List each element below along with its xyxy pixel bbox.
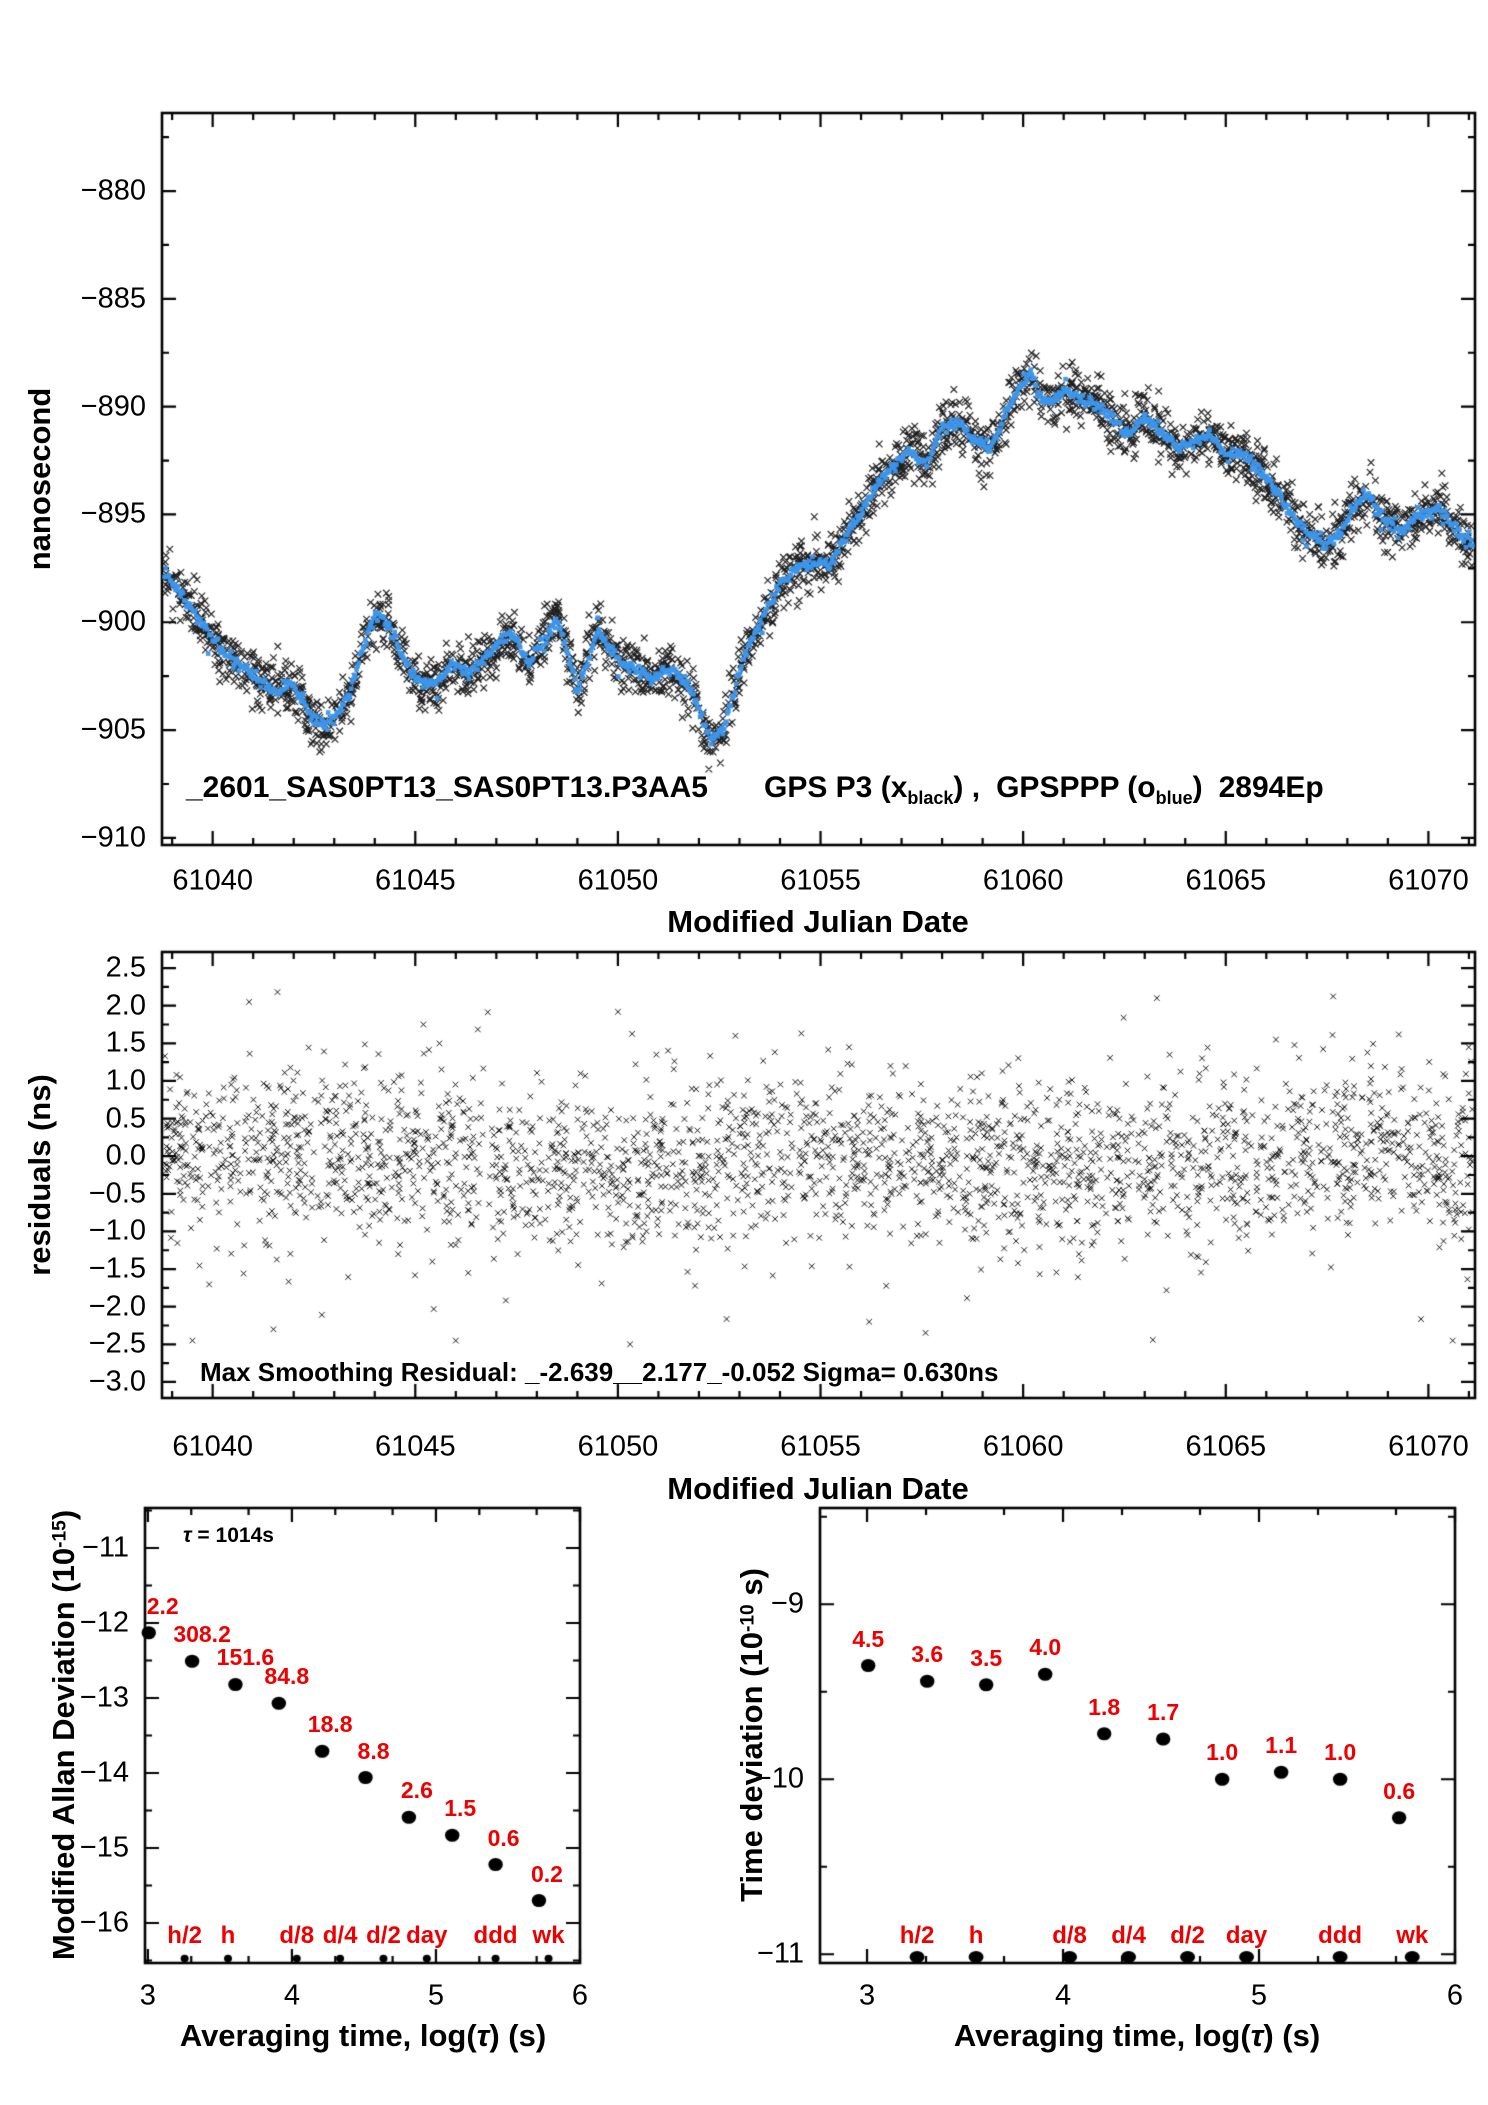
p1-y-tick-label: −905 [80, 713, 146, 746]
panel4-y-title-post: s) [734, 1568, 769, 1605]
p4-avg-time-tick-label: day [1225, 1922, 1268, 1949]
panel3-y-axis-title [46, 1510, 82, 1960]
p4-point-label: 1.7 [1147, 1699, 1180, 1725]
p3-point-label: 2.2 [146, 1592, 179, 1619]
p3-y-tick-label: −13 [79, 1681, 129, 1714]
p3-y-tick-label: −12 [79, 1606, 129, 1639]
p4-avg-time-tick-label: ddd [1318, 1922, 1363, 1949]
p2-x-tick-label: 61060 [982, 1430, 1064, 1463]
p4-point-label: 4.0 [1029, 1634, 1062, 1661]
p1-y-tick-label: −910 [80, 821, 146, 854]
p1-x-tick-label: 61055 [780, 864, 861, 897]
p1-x-tick-label: 61040 [172, 864, 253, 897]
p3-point-label: 8.8 [357, 1737, 390, 1764]
panel3-x-title-post: ) (s) [489, 2018, 547, 2053]
p2-y-tick-label: 2.0 [105, 989, 146, 1022]
p3-avg-time-tick-label: wk [532, 1922, 565, 1949]
tau-symbol: τ [476, 2018, 490, 2053]
residual-stats-annotation: Max Smoothing Residual: _-2.639__2.177_-0.052 Sigma= 0.630ns [200, 1357, 999, 1387]
p4-avg-time-tick-label: h/2 [899, 1922, 935, 1949]
p1-y-tick-label: −900 [80, 605, 146, 638]
p2-x-tick-label: 61045 [374, 1430, 456, 1463]
panel3-x-title-pre: Averaging time, log( [179, 2018, 477, 2053]
p4-point-label: 3.6 [911, 1641, 944, 1668]
p1-y-tick-label: −895 [80, 497, 146, 530]
series2-close: ) [1192, 771, 1203, 804]
p4-avg-time-tick-label: d/8 [1052, 1922, 1087, 1949]
p2-y-tick-label: 0.0 [105, 1139, 146, 1172]
tau0-annotation [183, 1524, 274, 1548]
p4-point-label: 0.6 [1383, 1777, 1416, 1804]
p3-y-tick-label: −11 [81, 1531, 129, 1564]
p3-y-tick-label: −16 [79, 1906, 129, 1939]
dataset-id: _2601_SAS0PT13_SAS0PT13.P3AA5 [186, 771, 708, 804]
p4-point-label: 1.8 [1088, 1693, 1121, 1720]
p3-avg-time-tick-label: d/2 [366, 1922, 401, 1949]
p2-y-tick-label: 2.5 [105, 951, 146, 984]
p1-x-tick-label: 61070 [1388, 864, 1469, 897]
p3-x-tick-label: 6 [571, 1979, 589, 2012]
p4-avg-time-tick-label: d/2 [1170, 1922, 1205, 1949]
panel4-x-title-post: ) (s) [1263, 2018, 1321, 2053]
series2-sub: blue [1155, 787, 1193, 808]
panel4-x-axis-title [954, 2018, 1320, 2054]
p2-y-tick-label: −2.5 [88, 1327, 146, 1360]
panel1-y-axis-title: nanosecond [22, 387, 57, 571]
p3-point-label: 0.2 [530, 1860, 563, 1887]
p4-point-label: 1.0 [1324, 1739, 1357, 1766]
p3-x-tick-label: 3 [139, 1979, 156, 2012]
epoch-count: 2894Ep [1218, 771, 1324, 804]
p4-point-label: 1.1 [1265, 1732, 1298, 1759]
p3-point-label: 151.6 [216, 1644, 275, 1671]
p4-point-label: 1.0 [1206, 1739, 1239, 1766]
p2-y-tick-label: 1.5 [105, 1026, 146, 1059]
p1-y-tick-label: −890 [80, 390, 146, 423]
p2-x-tick-label: 61050 [577, 1430, 659, 1463]
p1-y-tick-label: −885 [80, 282, 146, 315]
p4-x-tick-label: 5 [1250, 1979, 1268, 2012]
p3-avg-time-tick-label: h [220, 1922, 236, 1949]
series1-label: GPS P3 (x [763, 771, 908, 804]
p4-x-tick-label: 3 [858, 1979, 876, 2012]
panel2-x-axis-title: Modified Julian Date [667, 1471, 969, 1506]
series2-label: GPSPPP (o [996, 771, 1156, 804]
p4-y-tick-label: −10 [754, 1762, 804, 1795]
p4-y-tick-label: −11 [756, 1937, 804, 1970]
p4-avg-time-tick-label: d/4 [1111, 1922, 1146, 1949]
panel1-x-axis-title: Modified Julian Date [667, 904, 969, 939]
p1-x-tick-label: 61060 [982, 864, 1064, 897]
p2-y-tick-label: −1.5 [88, 1252, 146, 1285]
p3-avg-time-tick-label: d/4 [322, 1922, 358, 1949]
p2-x-tick-label: 61065 [1185, 1430, 1267, 1463]
panel3-x-axis-title [180, 2018, 546, 2054]
p4-avg-time-tick-label: h [968, 1922, 984, 1949]
p2-x-tick-label: 61070 [1388, 1430, 1469, 1463]
p3-point-label: 18.8 [307, 1711, 353, 1738]
p3-point-label: 1.5 [444, 1795, 477, 1822]
panel1-title [186, 771, 1324, 809]
p1-x-tick-label: 61065 [1185, 864, 1267, 897]
panel4-y-title-pre: Time deviation (10 [734, 1632, 769, 1902]
p3-y-tick-label: −15 [79, 1831, 129, 1864]
p2-x-tick-label: 61040 [172, 1430, 253, 1463]
p4-avg-time-tick-label: wk [1396, 1922, 1429, 1949]
p4-y-tick-label: −9 [770, 1587, 804, 1620]
p1-x-tick-label: 61045 [374, 864, 456, 897]
p2-y-tick-label: −3.0 [88, 1365, 146, 1398]
panel4-y-axis-title [734, 1568, 770, 1902]
p3-y-tick-label: −14 [79, 1756, 129, 1789]
p3-x-tick-label: 5 [427, 1979, 445, 2012]
panel4-y-title-sup: -10 [737, 1604, 759, 1633]
p3-point-label: 0.6 [487, 1824, 520, 1851]
panel3-y-title-sup: -15 [49, 1520, 71, 1548]
p2-y-tick-label: −2.0 [88, 1290, 146, 1323]
p3-avg-time-tick-label: d/8 [279, 1922, 315, 1949]
panel2-y-axis-title: residuals (ns) [22, 1074, 57, 1276]
p3-point-label: 308.2 [173, 1621, 231, 1648]
p1-y-tick-label: −880 [80, 174, 146, 207]
p3-avg-time-tick-label: ddd [473, 1922, 518, 1949]
panel4-x-title-pre: Averaging time, log( [953, 2018, 1251, 2053]
p2-x-tick-label: 61055 [780, 1430, 861, 1463]
p3-avg-time-tick-label: h/2 [167, 1922, 202, 1949]
p3-point-label: 84.8 [264, 1663, 310, 1690]
p3-avg-time-tick-label: day [406, 1922, 448, 1949]
p3-x-tick-label: 4 [283, 1979, 300, 2012]
panel3-y-title-pre: Modified Allan Deviation (10 [46, 1547, 81, 1961]
p2-y-tick-label: 0.5 [105, 1102, 146, 1135]
p2-y-tick-label: −1.0 [88, 1214, 146, 1247]
series1-sub: black [907, 787, 954, 808]
tau0-value: = 1014s [191, 1524, 274, 1547]
p4-x-tick-label: 6 [1446, 1979, 1464, 2012]
p4-point-label: 4.5 [852, 1625, 885, 1652]
series1-close: ) , [953, 771, 981, 804]
p1-x-tick-label: 61050 [577, 864, 659, 897]
panel3-y-title-post: ) [46, 1509, 81, 1521]
p4-x-tick-label: 4 [1054, 1979, 1072, 2012]
p4-point-label: 3.5 [970, 1644, 1003, 1671]
p2-y-tick-label: −0.5 [88, 1177, 146, 1210]
p3-point-label: 2.6 [400, 1777, 433, 1804]
tau-symbol: τ [1250, 2018, 1264, 2053]
p2-y-tick-label: 1.0 [105, 1064, 146, 1097]
tau-symbol: τ [183, 1524, 192, 1547]
